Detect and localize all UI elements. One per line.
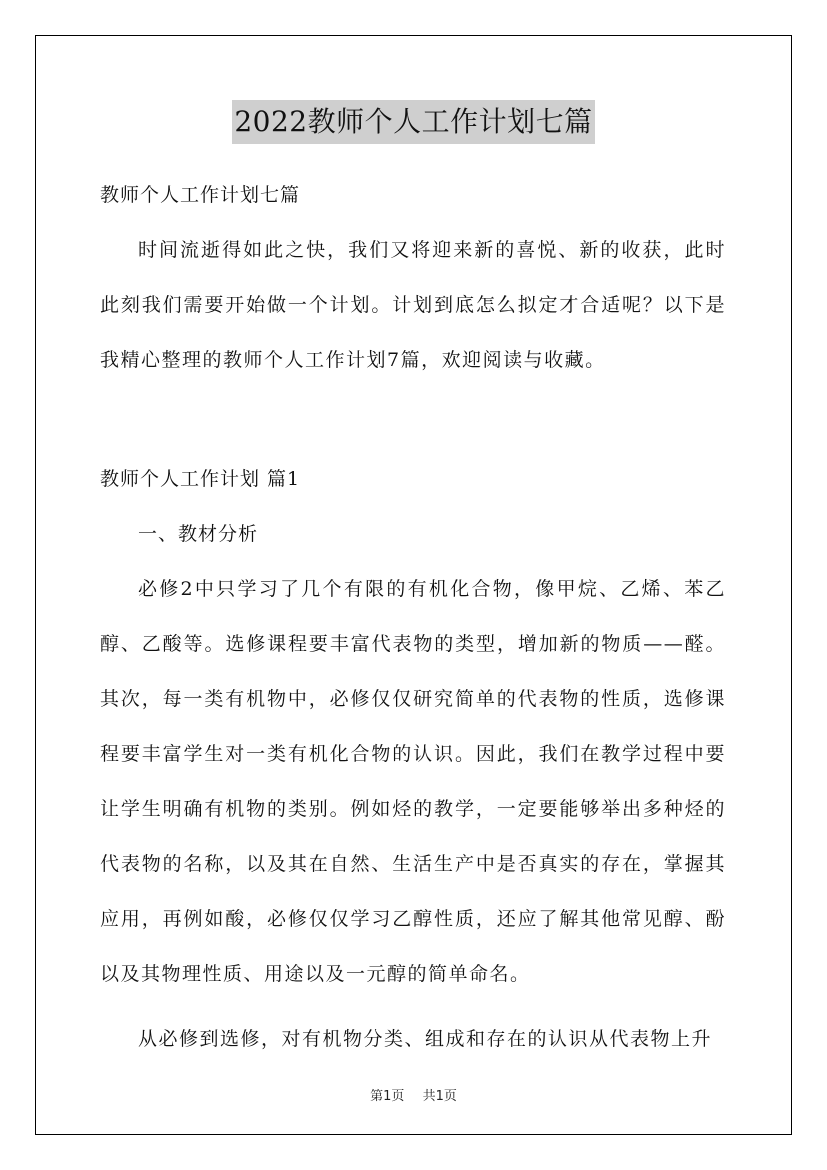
document-title: 2022教师个人工作计划七篇 [232, 100, 594, 144]
body-paragraph-continued: 从必修到选修，对有机物分类、组成和存在的认识从代表物上升 [138, 1028, 713, 1050]
intro-paragraph: 时间流逝得如此之快，我们又将迎来新的喜悦、新的收获，此时此刻我们需要开始做一个计划。计划到底怎么拟定才合适呢？以下是我精心整理的教师个人工作计划7篇，欢迎阅读与收藏。 [100, 239, 726, 371]
document-subtitle: 教师个人工作计划七篇 [100, 184, 301, 206]
subsection-heading: 一、教材分析 [138, 523, 259, 545]
page-number: 第1页 [370, 1089, 405, 1104]
body-paragraph: 必修2中只学习了几个有限的有机化合物，像甲烷、乙烯、苯乙醇、乙酸等。选修课程要丰富代表物的类型，增加新的物质——醛。其次，每一类有机物中，必修仅仅研究简单的代表物的性质，选修课程要丰富学生对一类有机化合物的认识。因此，我们在教学过程中要让学生明确有机物的类别。例如烃的教学，一定要能够举出多种烃的代表物的名称，以及其在自然、生活生产中是否真实的存在，掌握其应用，再例如酸，必修仅仅学习乙醇性质，还应了解其他常见醇、酚以及其物理性质、用途以及一元醇的简单命名。 [100, 578, 726, 985]
document-body [100, 175, 726, 1067]
title-area [0, 100, 827, 144]
section-heading: 教师个人工作计划 篇1 [100, 468, 301, 490]
page-total: 共1页 [422, 1089, 457, 1104]
page-footer [0, 1085, 827, 1104]
